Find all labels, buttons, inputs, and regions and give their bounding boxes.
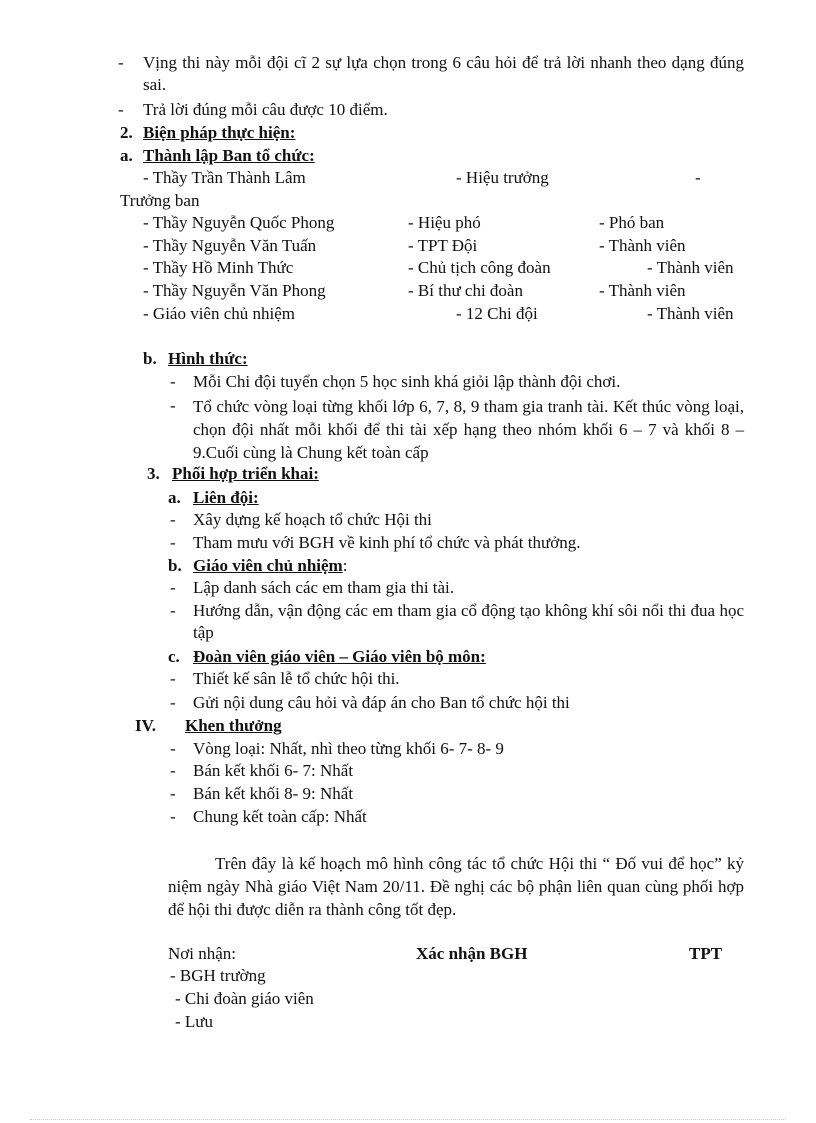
committee-name: - Thầy Trần Thành Lâm — [143, 168, 306, 187]
committee-name: - Thầy Hồ Minh Thức — [143, 258, 294, 277]
committee-role: - Chủ tịch công đoàn — [408, 258, 551, 277]
committee-position-wrap: Trưởng ban — [120, 191, 200, 210]
committee-name: - Thầy Nguyễn Văn Phong — [143, 281, 326, 300]
closing-paragraph: Trên đây là kế hoạch mô hình công tác tổ chức Hội thi “ Đố vui để học” kỷ niệm ngày Nhà giáo Việt Nam 20/11. Đề nghị các bộ phận liên quan cùng phối hợp để hội thi được diễn ra thành công tốt đẹp. — [168, 854, 744, 919]
list-item: Xây dựng kế hoạch tổ chức Hội thi — [193, 510, 432, 529]
section-2b-title: Hình thức: — [168, 349, 248, 368]
section-2-title: Biện pháp thực hiện: — [143, 123, 296, 142]
committee-role: - Hiệu trưởng — [456, 168, 549, 187]
committee-role: - TPT Đội — [408, 236, 478, 255]
list-item: Mỗi Chi đội tuyển chọn 5 học sinh khá giỏi lập thành đội chơi. — [193, 372, 621, 391]
committee-position: - Thành viên — [647, 304, 734, 323]
intro-bullet-1: Vịng thi này mỗi đội cĩ 2 sự lựa chọn trong 6 câu hỏi để trả lời nhanh theo dạng đúng sai. — [143, 53, 744, 94]
committee-position: - Thành viên — [599, 281, 686, 300]
bullet-dash: - — [170, 533, 176, 552]
bullet-dash: - — [170, 739, 176, 758]
list-item: Tham mưu với BGH về kinh phí tổ chức và phát thưởng. — [193, 533, 581, 552]
recipients-heading: Nơi nhận: — [168, 944, 237, 963]
committee-position: - Thành viên — [599, 236, 686, 255]
list-item: Hướng dẫn, vận động các em tham gia cổ động tạo không khí sôi nổi thi đua học tập — [193, 601, 744, 642]
section-3a-label: a. — [168, 488, 181, 507]
committee-role: - 12 Chi đội — [456, 304, 538, 323]
section-3b-label: b. — [168, 556, 182, 575]
section-2a-label: a. — [120, 146, 133, 165]
section-4-title: Khen thưởng — [185, 716, 282, 735]
list-item: Vòng loại: Nhất, nhì theo từng khối 6- 7- 8- 9 — [193, 739, 504, 758]
bullet-dash: - — [170, 807, 176, 826]
list-item: Tổ chức vòng loại từng khối lớp 6, 7, 8, 9 tham gia tranh tài. Kết thúc vòng loại, chọn đội nhất mỗi khối để thi tài xếp hạng theo nhóm khối 6 – 7 và khối 8 – 9.Cuối cùng là Chung kết toàn cấp — [193, 397, 744, 462]
committee-name: - Thầy Nguyễn Quốc Phong — [143, 213, 335, 232]
list-item: Bán kết khối 6- 7: Nhất — [193, 761, 354, 780]
bullet-dash: - — [170, 396, 176, 415]
bullet-dash: - — [170, 669, 176, 688]
committee-name: - Giáo viên chủ nhiệm — [143, 304, 296, 323]
list-item: Bán kết khối 8- 9: Nhất — [193, 784, 354, 803]
committee-role: - Bí thư chi đoàn — [408, 281, 523, 300]
list-item: Chung kết toàn cấp: Nhất — [193, 807, 367, 826]
committee-name: - Thầy Nguyễn Văn Tuấn — [143, 236, 317, 255]
bgh-confirmation: Xác nhận BGH — [416, 944, 528, 963]
recipient-item: - Lưu — [175, 1012, 214, 1031]
recipient-item: - BGH trường — [170, 966, 266, 985]
section-2a-title: Thành lập Ban tổ chức: — [143, 146, 315, 165]
section-3a-title: Liên đội: — [193, 488, 259, 507]
bullet-dash: - — [118, 53, 124, 72]
section-3c-label: c. — [168, 647, 180, 666]
section-3b-heading — [193, 555, 347, 577]
section-3-number: 3. — [147, 464, 160, 483]
bullet-dash: - — [170, 693, 176, 712]
tpt-signature: TPT — [689, 944, 723, 963]
bullet-dash: - — [170, 761, 176, 780]
section-3b-colon: : — [342, 556, 348, 575]
bullet-dash: - — [170, 784, 176, 803]
bullet-dash: - — [170, 578, 176, 597]
bullet-dash: - — [118, 100, 124, 119]
committee-position: - Thành viên — [647, 258, 734, 277]
intro-bullet-2: Trả lời đúng mỗi câu được 10 điểm. — [143, 100, 388, 119]
list-item: Thiết kế sân lễ tổ chức hội thi. — [193, 669, 400, 688]
committee-position: - Phó ban — [599, 213, 665, 232]
page-bottom-divider — [30, 1119, 786, 1120]
section-2b-label: b. — [143, 349, 157, 368]
section-4-number: IV. — [135, 716, 156, 735]
list-item: Lập danh sách các em tham gia thi tài. — [193, 578, 455, 597]
section-3c-title: Đoàn viên giáo viên – Giáo viên bộ môn: — [193, 647, 486, 666]
section-3b-title: Giáo viên chủ nhiệm — [193, 556, 343, 575]
list-item: Gửi nội dung câu hỏi và đáp án cho Ban tổ chức hội thi — [193, 693, 570, 712]
committee-position: - — [695, 168, 701, 187]
section-2-number: 2. — [120, 123, 133, 142]
recipient-item: - Chi đoàn giáo viên — [175, 989, 314, 1008]
bullet-dash: - — [170, 601, 176, 620]
committee-role: - Hiệu phó — [408, 213, 481, 232]
section-3-title: Phối hợp triển khai: — [172, 464, 319, 483]
bullet-dash: - — [170, 510, 176, 529]
bullet-dash: - — [170, 372, 176, 391]
